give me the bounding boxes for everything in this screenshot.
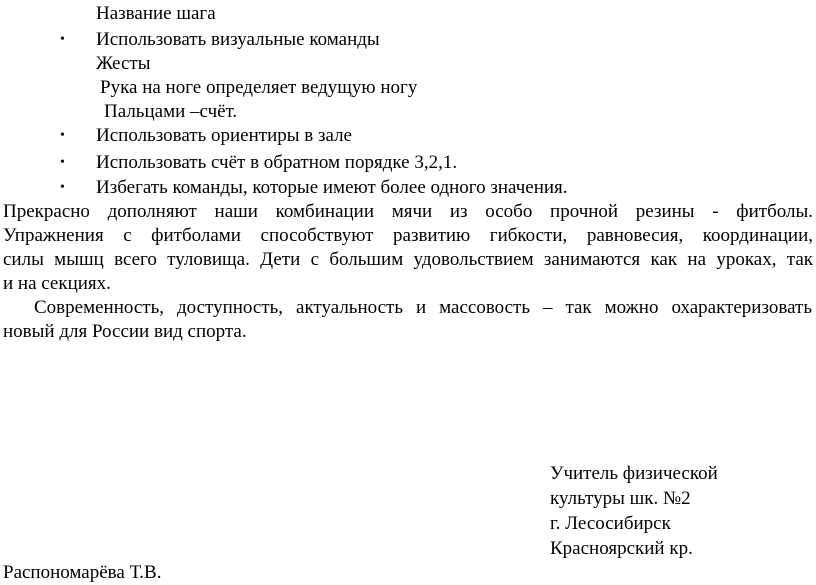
paragraph-line: силы мышц всего туловища. Дети с большим удовольствием занимаются как на уроках, так [3, 249, 813, 270]
signature-region: Красноярский кр. [550, 538, 693, 559]
step-title: Название шага [96, 3, 216, 24]
signature-school: культуры шк. №2 [550, 488, 691, 509]
signature-position: Учитель физической [550, 463, 718, 484]
author-name: Распономарёва Т.В. [3, 562, 162, 583]
paragraph-line: Современность, доступность, актуальность и массовость – так можно охарактеризовать [34, 297, 812, 318]
bullet-icon: • [60, 180, 65, 195]
sub-item-hand-on-leg: Рука на ноге определяет ведущую ногу [100, 77, 418, 98]
bullet-icon: • [60, 155, 65, 170]
sub-item-gestures: Жесты [96, 53, 151, 74]
bullet-icon: • [60, 32, 65, 47]
sub-item-fingers-count: Пальцами –счёт. [104, 101, 238, 122]
list-item-visual-commands: Использовать визуальные команды [96, 29, 380, 50]
paragraph-modernity [34, 296, 812, 320]
paragraph-line: Прекрасно дополняют наши комбинации мячи из особо прочной резины - фитболы. [3, 201, 813, 222]
list-item-avoid-ambiguous: Избегать команды, которые имеют более одного значения. [96, 177, 568, 198]
paragraph-line: Упражнения с фитболами способствуют развитию гибкости, равновесия, координации, [3, 225, 813, 246]
paragraph-fitballs [3, 200, 813, 272]
paragraph-line: новый для России вид спорта. [3, 321, 247, 342]
signature-city: г. Лесосибирск [550, 513, 671, 534]
paragraph-line: и на секциях. [3, 273, 111, 294]
bullet-icon: • [60, 128, 65, 143]
list-item-hall-landmarks: Использовать ориентиры в зале [96, 125, 352, 146]
list-item-reverse-count: Использовать счёт в обратном порядке 3,2,1. [96, 152, 458, 173]
